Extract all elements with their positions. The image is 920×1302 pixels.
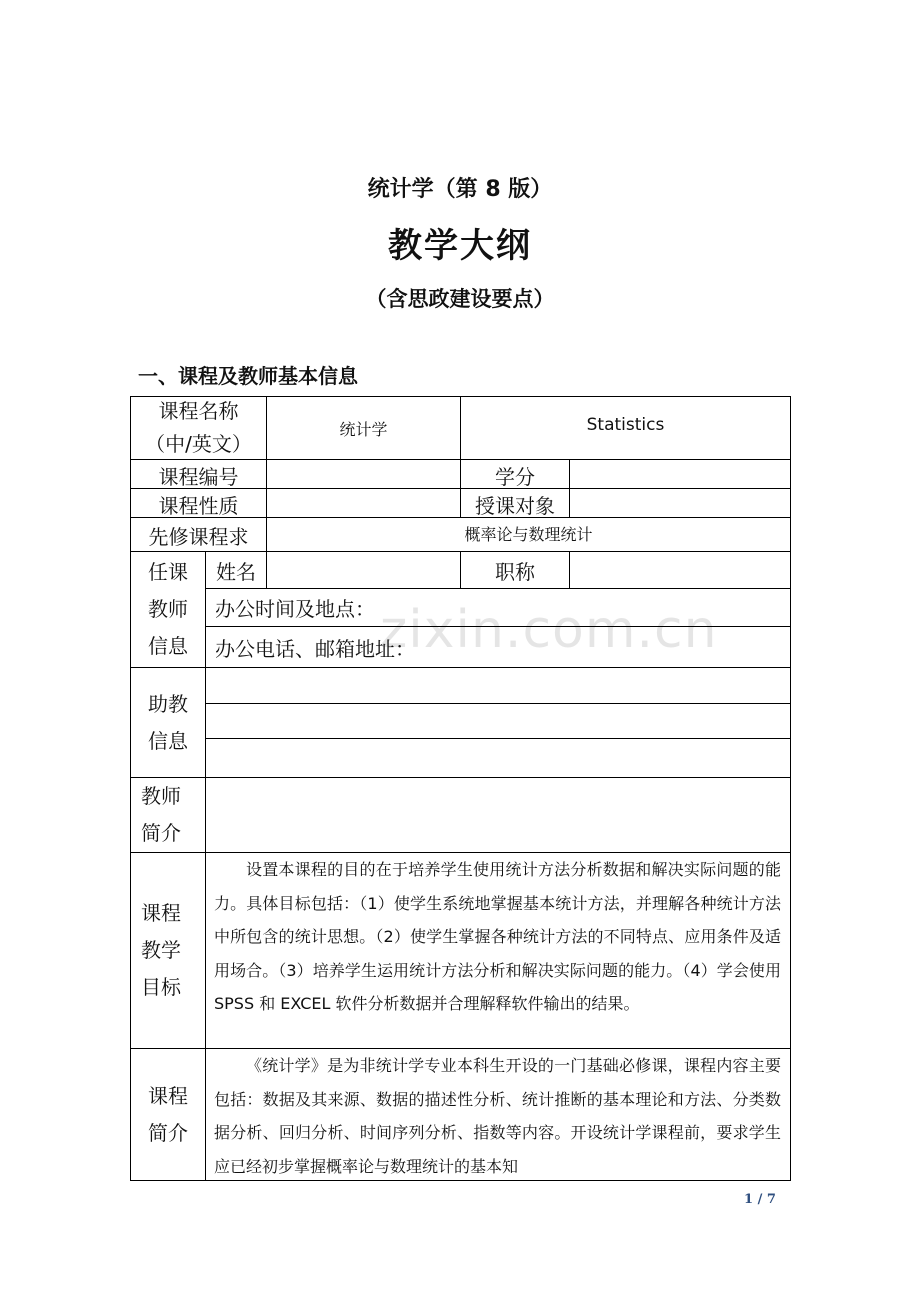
course-summary-text <box>214 1049 781 1183</box>
ta-label-line1: 助教 <box>148 691 188 716</box>
ta-label-line2: 信息 <box>148 728 188 753</box>
professional-title-value <box>570 552 790 588</box>
course-goals-label <box>131 853 191 1048</box>
syllabus-title: 教学大纲 <box>388 226 532 266</box>
prerequisite-label: 先修课程求 <box>148 525 249 549</box>
office-hours-location-label: 办公时间及地点： <box>215 597 375 621</box>
section-heading: 一、课程及教师基本信息 <box>138 364 358 388</box>
course-code-value <box>267 460 460 488</box>
course-summary-paragraph: 《统计学》是为非统计学专业本科生开设的一门基础必修课，课程内容主要包括：数据及其来源、数据的描述性分析、统计推断的基本理论和方法、分类数据分析、回归分析、时间序列分析、指数等内容。开设统计学课程前，要求学生应已经初步掌握概率论与数理统计的基本知 <box>214 1056 781 1176</box>
course-type-value <box>267 489 460 517</box>
watermark: zixin.com.cn <box>380 600 718 660</box>
teacher-label-line3: 信息 <box>148 633 188 658</box>
course-goals-paragraph: 设置本课程的目的在于培养学生使用统计方法分析数据和解决实际问题的能力。具体目标包括：（1）使学生系统地掌握基本统计方法，并理解各种统计方法中所包含的统计思想。（2）使学生掌握各种统计方法的不同特点、应用条件及适用场合。（3）培养学生运用统计方法分析和解决实际问题的能力。（4）学会使用 SPSS 和 EXCEL 软件分析数据并合理解释软件输出的结果。 <box>214 860 781 1013</box>
teacher-info-label <box>131 551 205 667</box>
course-goals-line1: 课程 <box>141 901 181 925</box>
course-name-en: Statistics <box>586 415 665 435</box>
course-type-label: 课程性质 <box>158 493 239 518</box>
course-summary-line1: 课程 <box>148 1083 188 1108</box>
credit-label: 学分 <box>495 465 535 489</box>
table-rule <box>205 738 790 739</box>
table-rule <box>790 396 791 1181</box>
course-name-label-line2: （中/英文） <box>145 431 252 456</box>
table-rule <box>205 551 206 1181</box>
course-summary-label <box>131 1049 205 1180</box>
credit-value <box>570 460 790 488</box>
course-goals-line3: 目标 <box>141 975 181 999</box>
syllabus-subtitle: （含思政建设要点） <box>365 287 555 311</box>
name-label: 姓名 <box>216 559 256 584</box>
table-rule <box>205 703 790 704</box>
course-code-label: 课程编号 <box>158 465 239 489</box>
course-summary-line2: 简介 <box>148 1120 188 1145</box>
audience-value <box>570 489 790 517</box>
office-phone-email-label: 办公电话、邮箱地址： <box>215 636 415 661</box>
course-title: 统计学（第 8 版） <box>367 177 553 202</box>
course-goals-line2: 教学 <box>141 938 181 962</box>
course-goals-text <box>214 853 781 1021</box>
page-number: 1 / 7 <box>744 1192 776 1207</box>
teacher-label-line2: 教师 <box>148 596 188 621</box>
table-rule <box>130 777 790 778</box>
course-name-label <box>131 396 266 459</box>
teacher-intro-line2: 简介 <box>141 821 181 845</box>
course-name-cn: 统计学 <box>339 419 388 439</box>
teacher-intro-line1: 教师 <box>141 784 181 808</box>
table-rule <box>130 667 790 668</box>
prerequisite-value: 概率论与数理统计 <box>464 524 593 544</box>
audience-label: 授课对象 <box>475 493 555 518</box>
professional-title-label: 职称 <box>495 559 535 584</box>
ta-info-label <box>131 668 205 777</box>
course-name-label-line1: 课程名称 <box>158 398 239 423</box>
name-value <box>267 552 460 588</box>
teacher-intro-label <box>131 778 191 852</box>
teacher-label-line1: 任课 <box>148 559 188 584</box>
